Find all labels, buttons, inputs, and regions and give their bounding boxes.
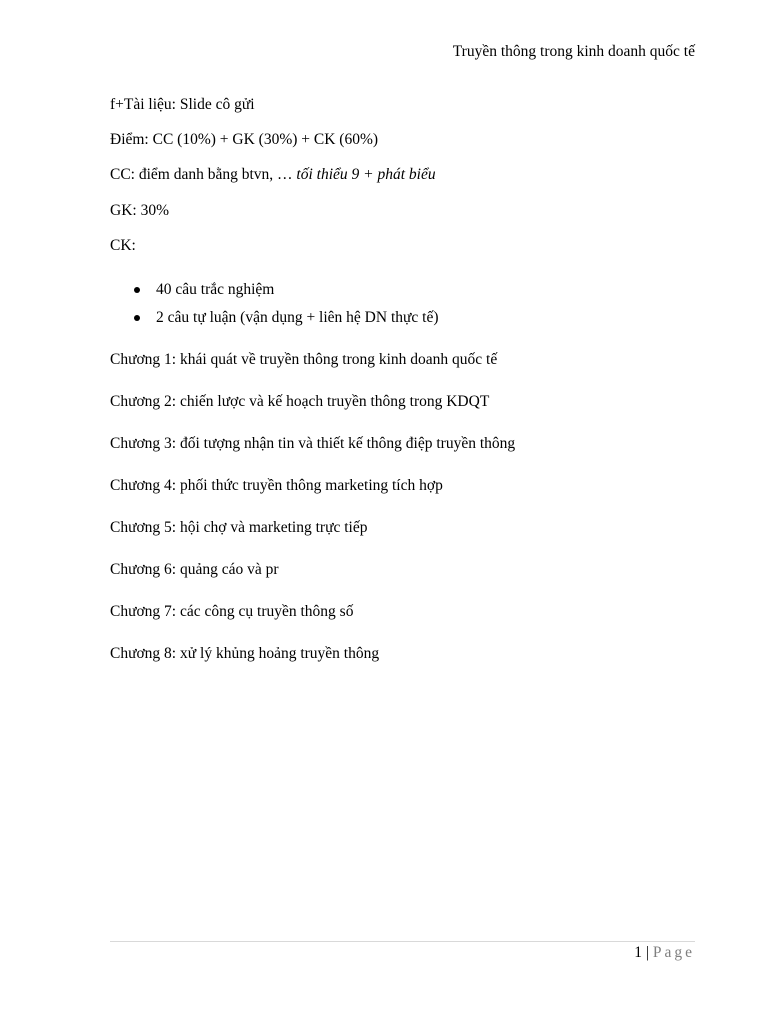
ck-list <box>130 280 439 336</box>
list-item: 2 câu tự luận (vận dụng + liên hệ DN thực tế) <box>130 308 439 336</box>
chapter-6: Chương 6: quảng cáo và pr <box>110 561 279 578</box>
bullet-icon <box>134 315 140 321</box>
gk-line: GK: 30% <box>110 202 169 219</box>
footer-separator: | <box>642 944 653 961</box>
page-label: Page <box>652 944 695 961</box>
chapter-2: Chương 2: chiến lược và kế hoạch truyền thông trong KDQT <box>110 393 490 410</box>
running-header: Truyền thông trong kinh doanh quốc tế <box>452 43 695 60</box>
list-item: 40 câu trắc nghiệm <box>130 280 439 308</box>
footer-divider <box>110 941 695 942</box>
cc-line <box>110 166 436 184</box>
chapter-1: Chương 1: khái quát về truyền thông trong kinh doanh quốc tế <box>110 351 498 368</box>
page-footer <box>634 944 695 962</box>
chapter-8: Chương 8: xử lý khủng hoảng truyền thông <box>110 645 380 662</box>
cc-prefix: CC: điểm danh bằng btvn, … <box>110 166 297 183</box>
chapter-4: Chương 4: phối thức truyền thông marketing tích hợp <box>110 477 443 494</box>
chapter-5: Chương 5: hội chợ và marketing trực tiếp <box>110 519 368 536</box>
page-number: 1 <box>634 944 642 961</box>
materials-line: f+Tài liệu: Slide cô gửi <box>110 96 255 113</box>
cc-italic: tối thiểu 9 + phát biểu <box>296 166 436 183</box>
chapter-7: Chương 7: các công cụ truyền thông số <box>110 603 354 620</box>
chapter-3: Chương 3: đối tượng nhận tin và thiết kế thông điệp truyền thông <box>110 435 516 452</box>
ck-line: CK: <box>110 237 136 254</box>
bullet-icon <box>134 287 140 293</box>
grading-line: Điểm: CC (10%) + GK (30%) + CK (60%) <box>110 131 379 148</box>
